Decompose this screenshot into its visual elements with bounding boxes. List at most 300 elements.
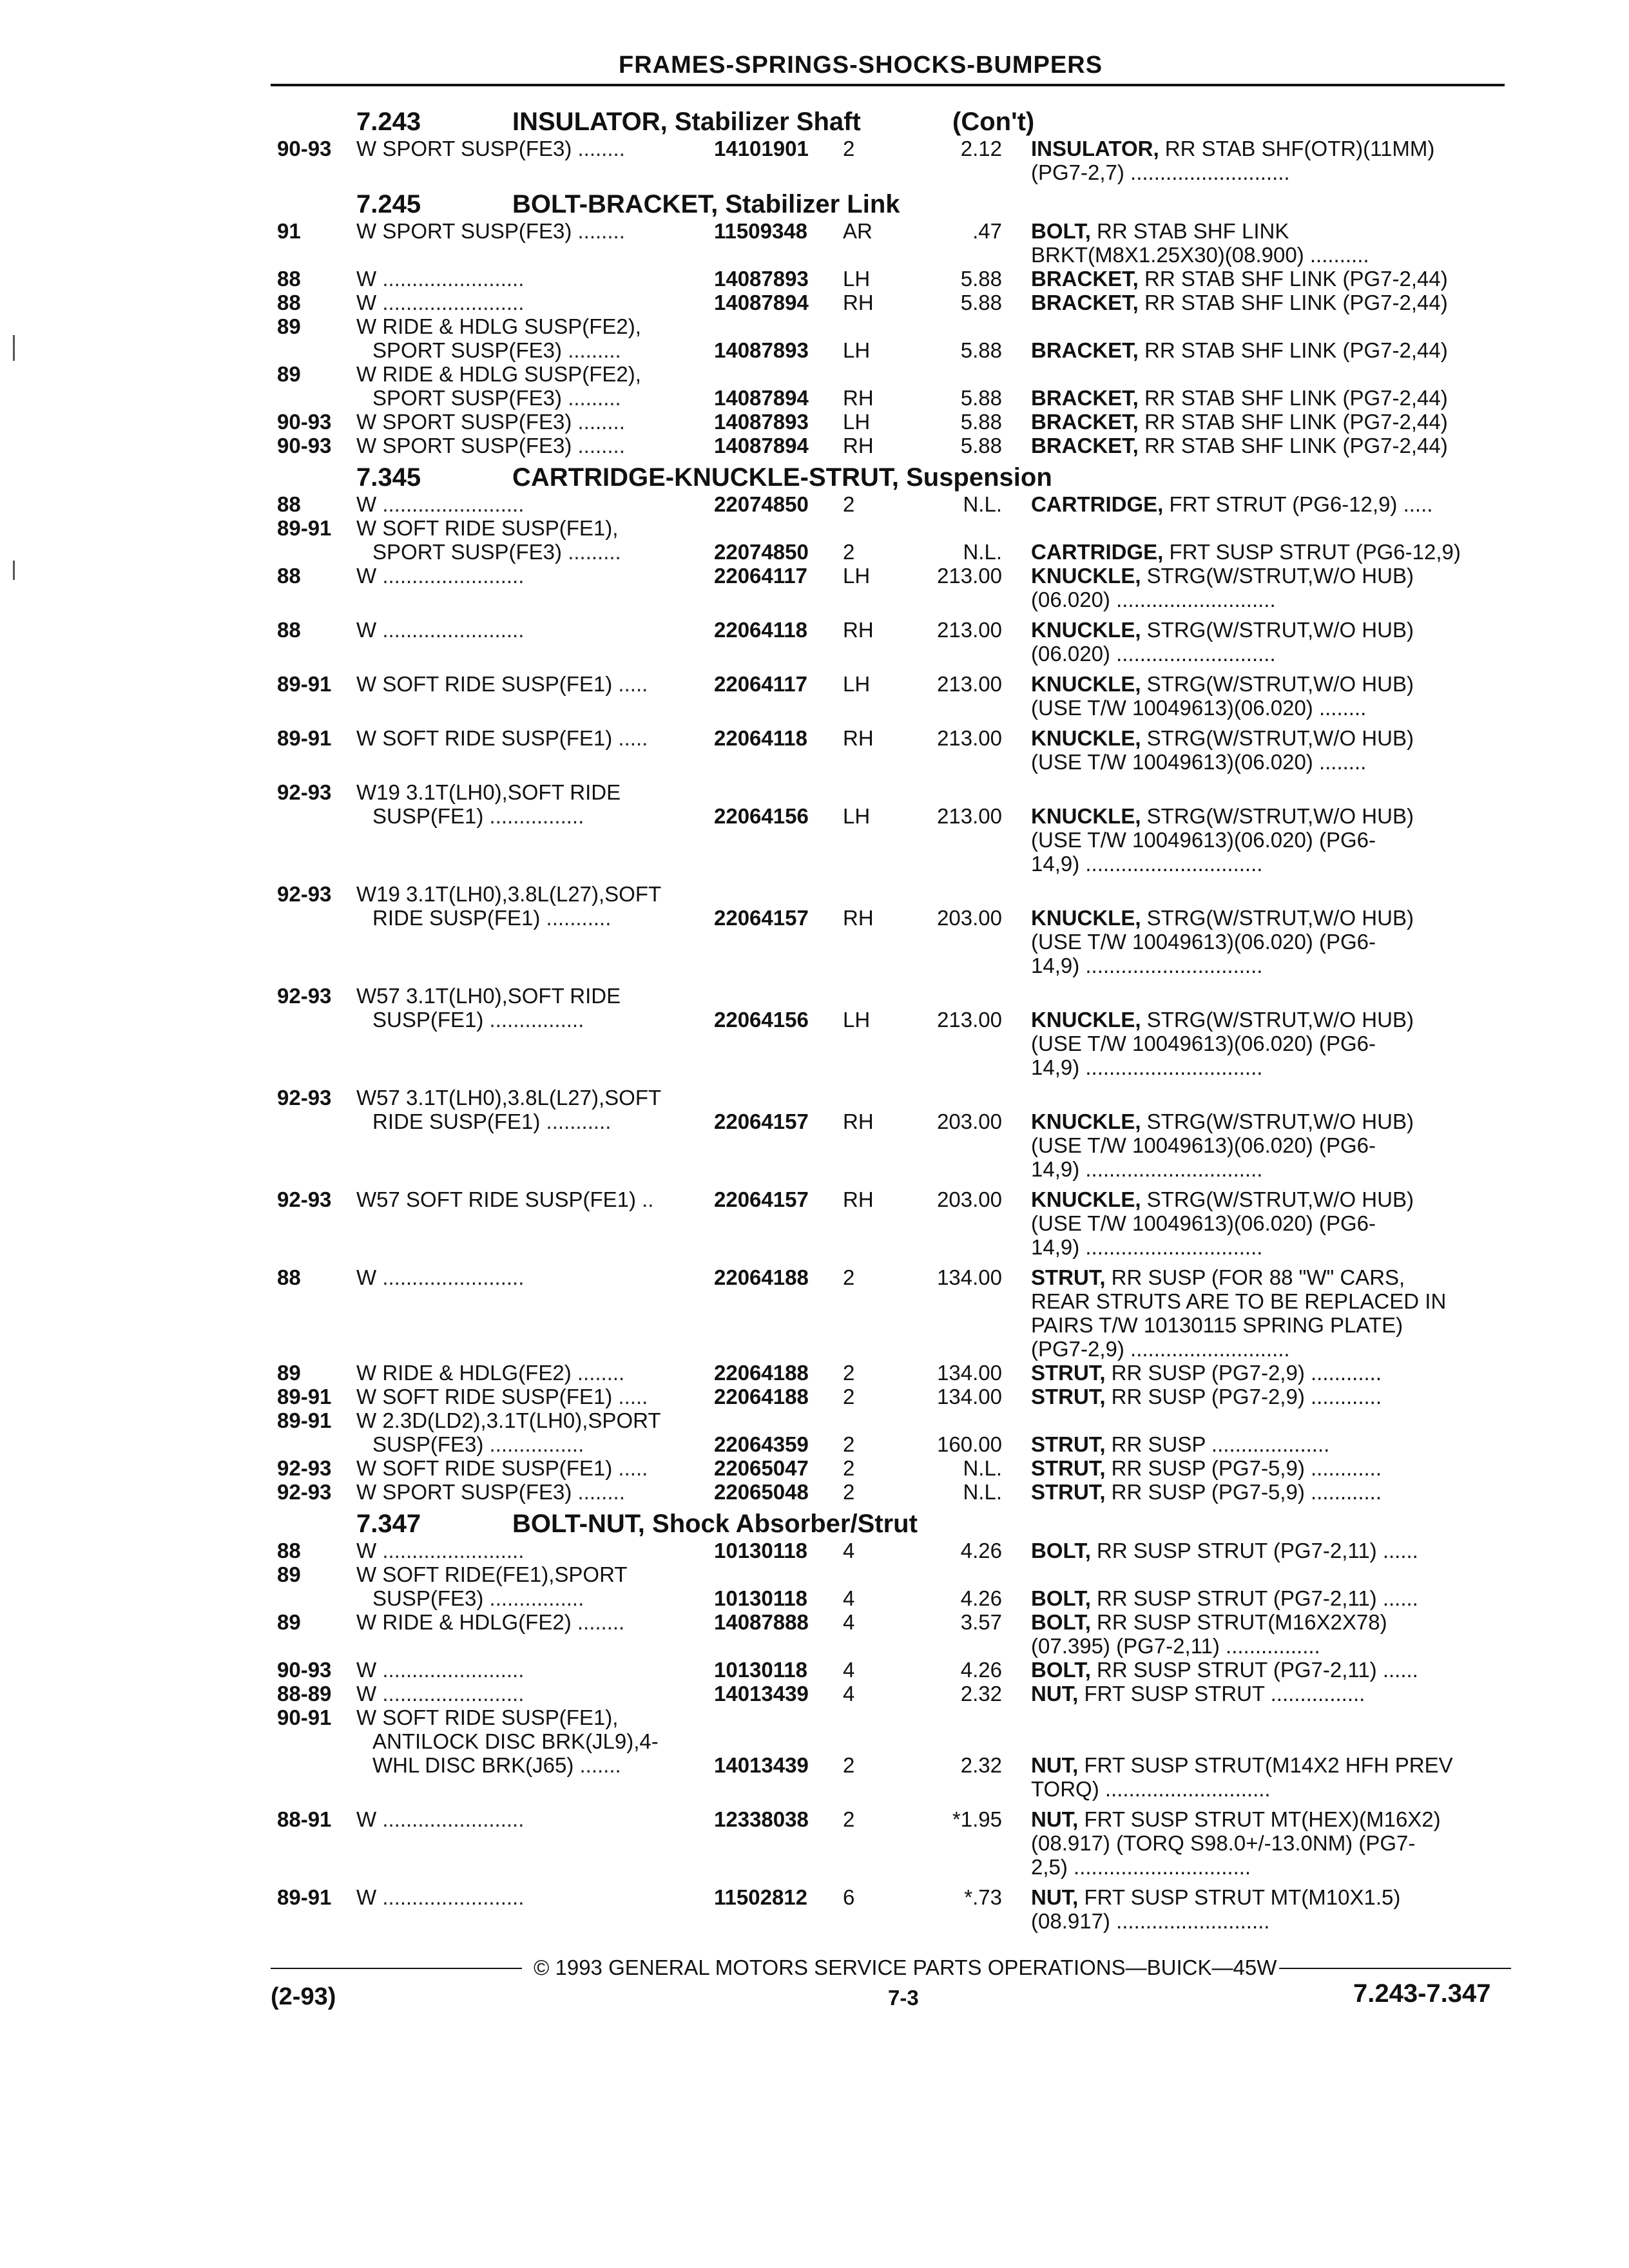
- application-text: W: [356, 291, 377, 314]
- model-year: 89: [277, 1562, 301, 1586]
- model-year: 88: [277, 267, 301, 291]
- part-row: [0, 906, 1629, 930]
- part-description: [1031, 696, 1366, 720]
- price: 3.57: [960, 1610, 1002, 1634]
- part-description: [1031, 726, 1414, 750]
- part-row: [0, 410, 1629, 434]
- application: [356, 516, 618, 540]
- part-row: [0, 1110, 1629, 1133]
- part-name: BRACKET,: [1031, 410, 1139, 434]
- part-description-text: RR STAB SHF LINK (PG7-2,44): [1138, 410, 1448, 434]
- part-description: [1031, 1289, 1446, 1313]
- part-description: [1031, 642, 1276, 666]
- part-row: [0, 540, 1629, 564]
- price: 213.00: [937, 618, 1002, 642]
- description-continuation-row: [0, 1831, 1629, 1855]
- application-text: W SOFT RIDE SUSP(FE1),: [356, 1706, 619, 1729]
- part-number: 22064156: [714, 804, 809, 828]
- part-name: STRUT,: [1031, 1456, 1106, 1480]
- description-continuation-row: [0, 1032, 1629, 1055]
- model-year: 88-91: [277, 1807, 332, 1831]
- application: [356, 410, 625, 434]
- part-description: [1031, 1909, 1269, 1933]
- part-description: [1031, 1337, 1290, 1361]
- description-continuation-row: [0, 1289, 1629, 1313]
- part-description: [1031, 1032, 1376, 1055]
- part-row: [0, 984, 1629, 1008]
- part-name: BOLT,: [1031, 1610, 1091, 1634]
- leader-dots: ................: [483, 804, 584, 828]
- application-text: ANTILOCK DISC BRK(JL9),4-: [372, 1729, 659, 1753]
- part-description-text: FRT SUSP STRUT MT(M10X1.5): [1078, 1885, 1401, 1909]
- part-description: [1031, 1539, 1418, 1562]
- part-row: [0, 1265, 1629, 1289]
- part-description: [1031, 338, 1448, 362]
- leader-dots: ........................: [376, 1885, 525, 1909]
- price: 4.26: [960, 1658, 1002, 1682]
- quantity: 2: [843, 492, 855, 516]
- application-text: W19 3.1T(LH0),SOFT RIDE: [356, 780, 621, 804]
- section-number: 7.347: [356, 1510, 421, 1538]
- price: N.L.: [963, 1480, 1002, 1504]
- model-year: 89: [277, 362, 301, 386]
- quantity: 2: [843, 1361, 855, 1385]
- application: [372, 338, 621, 362]
- part-description-text: RR STAB SHF LINK (PG7-2,44): [1138, 291, 1448, 314]
- application-text: W 2.3D(LD2),3.1T(LH0),SPORT: [356, 1408, 661, 1432]
- part-number: 11502812: [714, 1885, 808, 1909]
- part-name: INSULATOR,: [1031, 137, 1159, 160]
- part-number: 22064157: [714, 1187, 809, 1211]
- section-title: INSULATOR, Stabilizer Shaft: [512, 108, 861, 136]
- model-year: 92-93: [277, 1456, 332, 1480]
- page-title: FRAMES-SPRINGS-SHOCKS-BUMPERS: [619, 52, 1103, 79]
- part-name: STRUT,: [1031, 1361, 1106, 1385]
- part-row: [0, 1586, 1629, 1610]
- application-text: W RIDE & HDLG SUSP(FE2),: [356, 362, 641, 386]
- part-name: KNUCKLE,: [1031, 906, 1141, 930]
- application: [372, 804, 584, 828]
- application: [356, 1361, 624, 1385]
- quantity: RH: [843, 386, 874, 410]
- section-title: BOLT-BRACKET, Stabilizer Link: [512, 190, 900, 218]
- model-year: 88: [277, 1539, 301, 1562]
- quantity: 4: [843, 1610, 855, 1634]
- part-number: 22064359: [714, 1432, 809, 1456]
- section-number: 7.245: [356, 190, 421, 218]
- application: [356, 1385, 648, 1408]
- part-row: [0, 1706, 1629, 1729]
- part-number: 11509348: [714, 219, 808, 243]
- row-spacer: [0, 611, 1629, 618]
- application: [372, 1008, 584, 1032]
- part-name: KNUCKLE,: [1031, 564, 1141, 588]
- part-name: BRACKET,: [1031, 386, 1139, 410]
- application-text: SUSP(FE3): [372, 1432, 484, 1456]
- part-name: KNUCKLE,: [1031, 726, 1141, 750]
- application: [372, 1110, 611, 1133]
- application-text: W: [356, 1265, 377, 1289]
- quantity: LH: [843, 1008, 871, 1032]
- part-description: [1031, 1385, 1382, 1408]
- description-continuation-row: [0, 1235, 1629, 1259]
- application: [356, 137, 625, 160]
- description-continuation-row: [0, 696, 1629, 720]
- price: 203.00: [937, 906, 1002, 930]
- quantity: 2: [843, 1385, 855, 1408]
- part-description: [1031, 672, 1414, 696]
- application-text: W: [356, 1885, 377, 1909]
- leader-dots: ........: [571, 1610, 625, 1634]
- price: 4.26: [960, 1586, 1002, 1610]
- description-continuation-row: [0, 1909, 1629, 1933]
- quantity: 6: [843, 1885, 855, 1909]
- application-text: W57 3.1T(LH0),SOFT RIDE: [356, 984, 621, 1008]
- row-spacer: [0, 666, 1629, 672]
- footer-page-number: 7-3: [888, 1986, 919, 2010]
- application: [356, 1539, 524, 1562]
- leader-dots: .........: [562, 386, 621, 410]
- model-year: 90-91: [277, 1706, 332, 1729]
- part-description: [1031, 564, 1414, 588]
- application-text: SUSP(FE1): [372, 804, 484, 828]
- application: [356, 726, 648, 750]
- application: [356, 219, 625, 243]
- part-name: BOLT,: [1031, 1658, 1091, 1682]
- part-number: 14087893: [714, 338, 809, 362]
- part-description: [1031, 1432, 1329, 1456]
- part-number: 22064188: [714, 1385, 809, 1408]
- part-name: CARTRIDGE,: [1031, 492, 1164, 516]
- application: [356, 1682, 524, 1706]
- part-description: [1031, 1008, 1414, 1032]
- part-row: [0, 362, 1629, 386]
- part-number: 22064188: [714, 1361, 809, 1385]
- part-number: 14087894: [714, 434, 809, 457]
- part-description-text: TORQ) ............................: [1031, 1777, 1271, 1801]
- part-name: KNUCKLE,: [1031, 1187, 1141, 1211]
- part-description: [1031, 1658, 1418, 1682]
- description-continuation-row: [0, 750, 1629, 774]
- part-number: 10130118: [714, 1586, 808, 1610]
- leader-dots: ........: [572, 137, 625, 160]
- part-description-text: RR STAB SHF(OTR)(11MM): [1159, 137, 1435, 160]
- description-continuation-row: [0, 828, 1629, 852]
- quantity: LH: [843, 338, 871, 362]
- application-text: W57 SOFT RIDE SUSP(FE1): [356, 1187, 636, 1211]
- price: 5.88: [960, 386, 1002, 410]
- part-description-text: (07.395) (PG7-2,11) ................: [1031, 1634, 1320, 1658]
- part-name: KNUCKLE,: [1031, 1008, 1141, 1032]
- part-description-text: STRG(W/STRUT,W/O HUB): [1141, 906, 1414, 930]
- part-row: [0, 137, 1629, 160]
- part-number: 14013439: [714, 1682, 809, 1706]
- part-row: [0, 314, 1629, 338]
- price: 134.00: [937, 1385, 1002, 1408]
- part-description: [1031, 1855, 1251, 1879]
- row-spacer: [0, 876, 1629, 882]
- part-description-text: 2,5) ..............................: [1031, 1855, 1251, 1879]
- part-name: KNUCKLE,: [1031, 618, 1141, 642]
- application: [356, 1408, 661, 1432]
- price: 134.00: [937, 1265, 1002, 1289]
- application: [356, 434, 625, 457]
- part-description: [1031, 1313, 1403, 1337]
- application: [356, 984, 621, 1008]
- description-continuation-row: [0, 1211, 1629, 1235]
- application: [356, 1265, 524, 1289]
- part-description-text: STRG(W/STRUT,W/O HUB): [1141, 564, 1414, 588]
- leader-dots: ........: [572, 219, 625, 243]
- part-name: KNUCKLE,: [1031, 1110, 1141, 1133]
- part-row: [0, 1408, 1629, 1432]
- description-continuation-row: [0, 1313, 1629, 1337]
- application: [356, 267, 524, 291]
- leader-dots: .........: [562, 540, 621, 564]
- leader-dots: ........: [571, 1361, 625, 1385]
- price: 4.26: [960, 1539, 1002, 1562]
- part-number: 10130118: [714, 1539, 808, 1562]
- part-row: [0, 1885, 1629, 1909]
- application-text: W19 3.1T(LH0),3.8L(L27),SOFT: [356, 882, 662, 906]
- model-year: 88: [277, 1265, 301, 1289]
- quantity: AR: [843, 219, 872, 243]
- row-spacer: [0, 1181, 1629, 1187]
- application-text: W SPORT SUSP(FE3): [356, 410, 572, 434]
- description-continuation-row: [0, 1777, 1629, 1801]
- part-row: [0, 291, 1629, 314]
- model-year: 90-93: [277, 410, 332, 434]
- part-row: [0, 1610, 1629, 1634]
- quantity: RH: [843, 726, 874, 750]
- application-text: SPORT SUSP(FE3): [372, 386, 563, 410]
- part-description: [1031, 906, 1414, 930]
- footer-rule-right: [1279, 1968, 1511, 1969]
- quantity: RH: [843, 434, 874, 457]
- leader-dots: .......: [574, 1753, 621, 1777]
- part-description-text: STRG(W/STRUT,W/O HUB): [1141, 804, 1414, 828]
- application: [356, 1807, 524, 1831]
- application: [356, 1658, 524, 1682]
- leader-dots: ........................: [376, 1807, 525, 1831]
- part-description-text: (PG7-2,7) ...........................: [1031, 160, 1290, 184]
- part-name: BRACKET,: [1031, 434, 1139, 457]
- price: *.73: [964, 1885, 1002, 1909]
- application-text: SPORT SUSP(FE3): [372, 540, 563, 564]
- part-description: [1031, 410, 1448, 434]
- part-description: [1031, 1777, 1271, 1801]
- part-row: [0, 516, 1629, 540]
- price: 5.88: [960, 410, 1002, 434]
- part-description: [1031, 1157, 1262, 1181]
- leader-dots: ................: [483, 1432, 584, 1456]
- part-description-text: RR STAB SHF LINK: [1090, 219, 1289, 243]
- part-description-text: RR SUSP (PG7-2,9) ............: [1105, 1385, 1382, 1408]
- part-row: [0, 1008, 1629, 1032]
- part-description-text: (06.020) ...........................: [1031, 642, 1276, 666]
- part-number: 22064118: [714, 618, 808, 642]
- application: [372, 1432, 584, 1456]
- model-year: 90-93: [277, 137, 332, 160]
- description-continuation-row: [0, 1337, 1629, 1361]
- section-number: 7.243: [356, 108, 421, 136]
- model-year: 89: [277, 1610, 301, 1634]
- part-number: 22064157: [714, 906, 809, 930]
- leader-dots: .....: [612, 672, 648, 696]
- part-name: KNUCKLE,: [1031, 672, 1141, 696]
- application: [372, 540, 621, 564]
- price: 5.88: [960, 291, 1002, 314]
- part-description: [1031, 804, 1414, 828]
- part-description-text: FRT SUSP STRUT ................: [1078, 1682, 1365, 1706]
- part-number: 22064156: [714, 1008, 809, 1032]
- part-description-text: STRG(W/STRUT,W/O HUB): [1141, 1187, 1414, 1211]
- part-name: STRUT,: [1031, 1432, 1106, 1456]
- model-year: 88: [277, 618, 301, 642]
- application: [372, 1729, 659, 1753]
- quantity: RH: [843, 291, 874, 314]
- leader-dots: .....: [612, 726, 648, 750]
- application: [356, 1562, 627, 1586]
- part-name: BRACKET,: [1031, 267, 1139, 291]
- section-number: 7.345: [356, 463, 421, 492]
- part-description-text: RR SUSP (PG7-2,9) ............: [1105, 1361, 1382, 1385]
- part-description-text: (USE T/W 10049613)(06.020) (PG6-: [1031, 1133, 1376, 1157]
- application-text: W SPORT SUSP(FE3): [356, 434, 572, 457]
- part-description: [1031, 1753, 1453, 1777]
- part-number: 14087888: [714, 1610, 809, 1634]
- part-description-text: RR STAB SHF LINK (PG7-2,44): [1138, 267, 1448, 291]
- row-spacer: [0, 1879, 1629, 1885]
- leader-dots: ........................: [376, 492, 525, 516]
- application-text: W: [356, 1807, 377, 1831]
- description-continuation-row: [0, 852, 1629, 876]
- part-description: [1031, 1055, 1262, 1079]
- part-description-text: FRT SUSP STRUT(M14X2 HFH PREV: [1078, 1753, 1453, 1777]
- part-description-text: 14,9) ..............................: [1031, 1055, 1263, 1079]
- part-description: [1031, 1456, 1382, 1480]
- part-row: [0, 780, 1629, 804]
- leader-dots: ........................: [376, 1539, 525, 1562]
- model-year: 92-93: [277, 984, 332, 1008]
- price: 5.88: [960, 338, 1002, 362]
- part-row: [0, 1480, 1629, 1504]
- part-row: [0, 267, 1629, 291]
- application-text: SPORT SUSP(FE3): [372, 338, 563, 362]
- part-description: [1031, 1480, 1382, 1504]
- model-year: 88: [277, 291, 301, 314]
- description-continuation-row: [0, 160, 1629, 184]
- application: [356, 780, 621, 804]
- part-description-text: (USE T/W 10049613)(06.020) ........: [1031, 696, 1367, 720]
- part-row: [0, 1682, 1629, 1706]
- part-description-text: FRT SUSP STRUT MT(HEX)(M16X2): [1078, 1807, 1441, 1831]
- description-continuation-row: [0, 1855, 1629, 1879]
- description-continuation-row: [0, 642, 1629, 666]
- part-description-text: RR SUSP (FOR 88 "W" CARS,: [1105, 1265, 1405, 1289]
- row-spacer: [0, 1801, 1629, 1807]
- leader-dots: .....: [612, 1456, 648, 1480]
- leader-dots: ........................: [376, 618, 525, 642]
- leader-dots: ................: [483, 1586, 584, 1610]
- part-row: [0, 672, 1629, 696]
- leader-dots: ........................: [376, 1658, 525, 1682]
- part-description: [1031, 1361, 1382, 1385]
- model-year: 88-89: [277, 1682, 332, 1706]
- model-year: 89-91: [277, 1385, 332, 1408]
- part-description-text: (PG7-2,9) ...........................: [1031, 1337, 1290, 1361]
- part-number: 14101901: [714, 137, 809, 160]
- row-spacer: [0, 977, 1629, 984]
- row-spacer: [0, 774, 1629, 780]
- leader-dots: ..: [635, 1187, 654, 1211]
- part-description: [1031, 267, 1448, 291]
- application: [356, 1480, 625, 1504]
- leader-dots: ...........: [540, 906, 612, 930]
- leader-dots: .........: [562, 338, 621, 362]
- quantity: 2: [843, 137, 855, 160]
- part-description-text: 14,9) ..............................: [1031, 1157, 1263, 1181]
- application: [356, 672, 648, 696]
- part-description: [1031, 1610, 1387, 1634]
- model-year: 92-93: [277, 780, 332, 804]
- part-description-text: RR STAB SHF LINK (PG7-2,44): [1138, 434, 1448, 457]
- part-description-text: (USE T/W 10049613)(06.020) (PG6-: [1031, 1032, 1376, 1055]
- part-number: 10130118: [714, 1658, 808, 1682]
- part-row: [0, 219, 1629, 243]
- application: [356, 1456, 648, 1480]
- description-continuation-row: [0, 1055, 1629, 1079]
- part-description-text: RR SUSP STRUT (PG7-2,11) ......: [1090, 1539, 1418, 1562]
- price: .47: [972, 219, 1002, 243]
- part-number: 22064188: [714, 1265, 809, 1289]
- model-year: 89-91: [277, 1408, 332, 1432]
- quantity: LH: [843, 267, 871, 291]
- quantity: RH: [843, 1187, 874, 1211]
- part-description: [1031, 219, 1289, 243]
- part-description: [1031, 1211, 1376, 1235]
- scan-mark: [13, 335, 15, 361]
- application: [356, 1706, 618, 1729]
- part-name: NUT,: [1031, 1807, 1079, 1831]
- price: 2.32: [960, 1753, 1002, 1777]
- leader-dots: ........................: [376, 291, 525, 314]
- quantity: LH: [843, 672, 871, 696]
- part-description-text: RR STAB SHF LINK (PG7-2,44): [1138, 338, 1448, 362]
- part-row: [0, 1187, 1629, 1211]
- part-row: [0, 726, 1629, 750]
- model-year: 88: [277, 564, 301, 588]
- price: N.L.: [963, 1456, 1002, 1480]
- part-description-text: PAIRS T/W 10130115 SPRING PLATE): [1031, 1313, 1403, 1337]
- part-description: [1031, 1110, 1414, 1133]
- header-rule: [271, 84, 1505, 86]
- price: *1.95: [952, 1807, 1002, 1831]
- quantity: 2: [843, 1432, 855, 1456]
- price: 160.00: [937, 1432, 1002, 1456]
- row-spacer: [0, 1079, 1629, 1086]
- application-text: W SOFT RIDE SUSP(FE1): [356, 726, 613, 750]
- model-year: 92-93: [277, 1086, 332, 1110]
- part-description-text: REAR STRUTS ARE TO BE REPLACED IN: [1031, 1289, 1447, 1313]
- price: N.L.: [963, 492, 1002, 516]
- section-continued: (Con't): [952, 108, 1035, 136]
- part-description-text: STRG(W/STRUT,W/O HUB): [1141, 1110, 1414, 1133]
- part-description: [1031, 1235, 1262, 1259]
- section-title: BOLT-NUT, Shock Absorber/Strut: [512, 1510, 918, 1538]
- part-description-text: FRT SUSP STRUT (PG6-12,9): [1163, 540, 1461, 564]
- part-description: [1031, 954, 1262, 977]
